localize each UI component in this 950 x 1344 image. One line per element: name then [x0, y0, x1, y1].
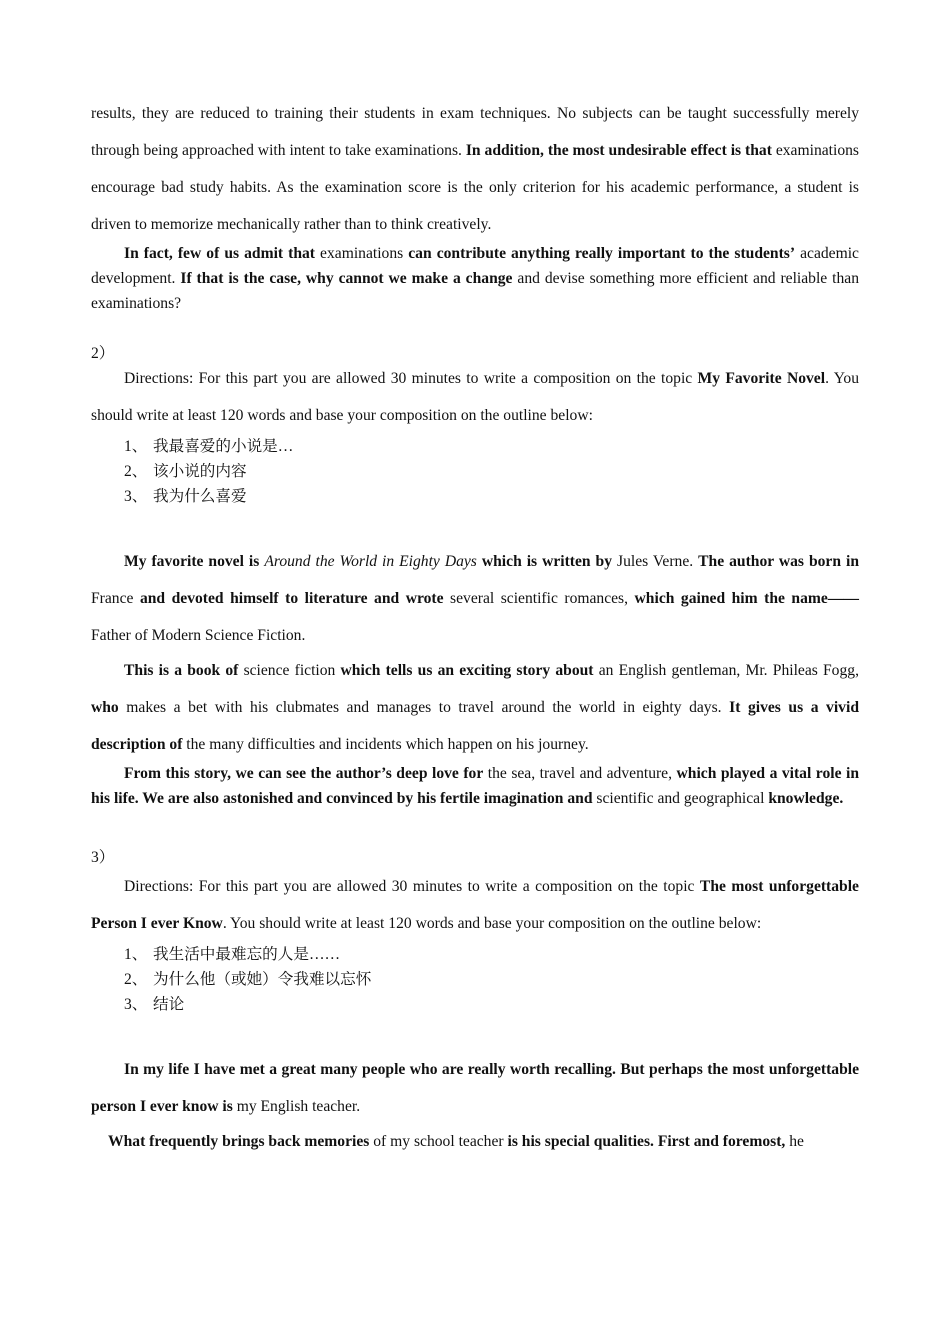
document-page — [91, 95, 859, 1160]
bold-run: which played a vital role in his life. We are also astonished and convinced by his fertile imagination and — [91, 765, 860, 807]
bold-run: In my life I have met a great many people who are really worth recalling. But perhaps the most unforgettable person I ever know is — [91, 1061, 859, 1115]
essay1-paragraph-2 — [91, 241, 859, 316]
text-run: science fiction — [238, 662, 341, 679]
bold-run: and devoted himself to literature and wrote — [139, 590, 444, 607]
section-2-paragraph-3 — [91, 761, 859, 811]
section-2-outline — [91, 434, 859, 509]
bold-run: which gained him the name—— — [634, 590, 860, 607]
bold-run: In fact, few of us admit that — [124, 245, 315, 262]
text-run: of my school teacher — [369, 1133, 508, 1150]
bold-run: It gives us a vivid description of — [91, 699, 859, 753]
text-run: several scientific romances, — [443, 590, 635, 607]
section-3-paragraph-2 — [91, 1123, 859, 1160]
section-3-number: 3） — [91, 849, 115, 866]
text-run: Jules Verne. — [612, 553, 699, 570]
bold-run: My favorite novel is — [124, 553, 260, 570]
bold-run: What frequently brings back memories — [108, 1133, 370, 1150]
list-item: 3、 我为什么喜爱 — [124, 488, 247, 505]
list-item: 2、 该小说的内容 — [124, 463, 247, 480]
text-run: Father of Modern Science Fiction. — [91, 627, 306, 644]
bold-run: This is a book of — [124, 662, 239, 679]
text-run: Directions: For this part you are allowed 30 minutes to write a composition on the topic — [124, 370, 698, 387]
text-run: the sea, travel and adventure, — [483, 765, 677, 782]
bold-run: The author was born in — [698, 553, 860, 570]
bold-run: which is written by — [481, 553, 613, 570]
section-2-number: 2） — [91, 345, 115, 362]
section-3-paragraph-1 — [91, 1051, 859, 1125]
text-run: France — [91, 590, 140, 607]
section-2-paragraph-1 — [91, 543, 859, 654]
text-run: he — [785, 1133, 804, 1150]
list-item: 1、 我最喜爱的小说是… — [124, 438, 294, 455]
text-run: scientific and geographical — [592, 790, 769, 807]
bold-run: In addition, the most undesirable effect is that — [465, 142, 772, 159]
bold-run: If that is the case, why cannot we make a change — [180, 270, 513, 287]
text-run: an English gentleman, Mr. Phileas Fogg, — [593, 662, 859, 679]
bold-run: is his special qualities. First and foremost, — [507, 1133, 786, 1150]
section-3-outline — [91, 942, 859, 1017]
list-item: 3、 结论 — [124, 996, 185, 1013]
text-run: Directions: For this part you are allowed 30 minutes to write a composition on the topic — [124, 878, 700, 895]
topic-title: My Favorite Novel — [697, 370, 826, 387]
section-3-directions — [91, 868, 859, 942]
novel-title: Around the World in Eighty Days — [264, 553, 477, 570]
list-item: 2、 为什么他（或她）令我难以忘怀 — [124, 971, 372, 988]
text-run: my English teacher. — [232, 1098, 361, 1115]
text-run: results, they are reduced to training their students in exam techniques. No subjects can be taught successfully merely through being approached with intent to take examinations. — [91, 105, 859, 159]
text-run: the many difficulties and incidents which happen on his journey. — [182, 736, 589, 753]
text-run: makes a bet with his clubmates and manages to travel around the world in eighty days. — [118, 699, 730, 716]
bold-run: can contribute anything really important to the students’ — [408, 245, 796, 262]
text-run: examinations encourage bad study habits. As the examination score is the only criterion for his academic performance, a student is driven to memorize mechanically rather than to think creatively. — [91, 142, 859, 233]
text-run: examinations — [315, 245, 409, 262]
list-item: 1、 我生活中最难忘的人是…… — [124, 946, 341, 963]
topic-title: The most unforgettable Person I ever Know — [91, 878, 859, 932]
section-2-paragraph-2 — [91, 652, 859, 763]
text-run: and devise something more efficient and reliable than examinations? — [91, 270, 860, 312]
bold-run: knowledge. — [768, 790, 844, 807]
text-run: . You should write at least 120 words and base your composition on the outline below: — [91, 370, 859, 424]
essay1-paragraph-1 — [91, 95, 859, 243]
section-2-directions — [91, 360, 859, 434]
bold-run: From this story, we can see the author’s deep love for — [124, 765, 484, 782]
text-run: academic development. — [91, 245, 859, 287]
text-run: . You should write at least 120 words and base your composition on the outline below: — [222, 915, 762, 932]
bold-run: which tells us an exciting story about — [340, 662, 594, 679]
bold-run: who — [91, 699, 119, 716]
